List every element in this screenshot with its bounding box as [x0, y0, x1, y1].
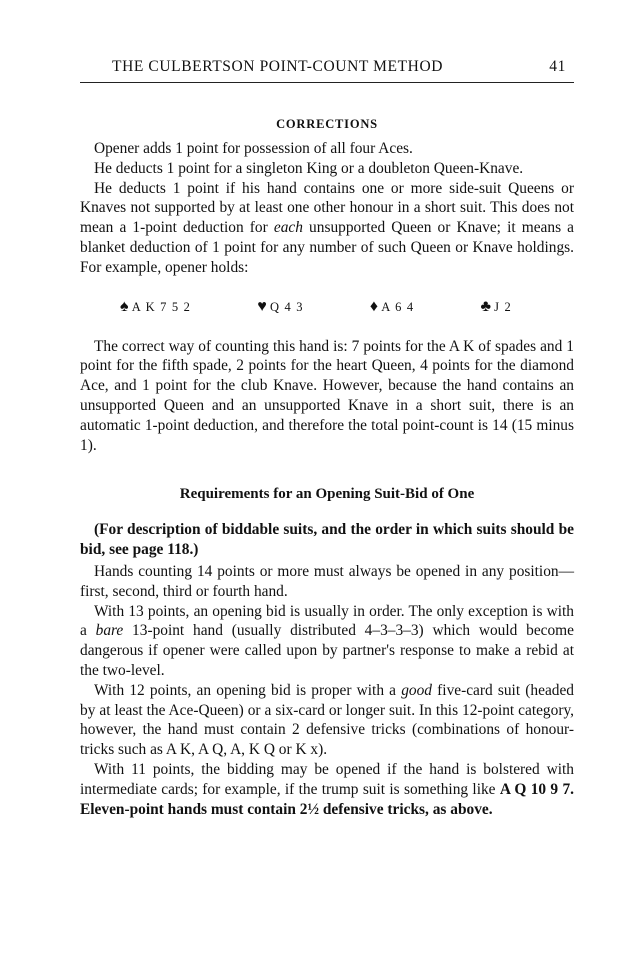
corrections-paragraph-1: Opener adds 1 point for possession of all four Aces.	[94, 140, 413, 157]
counting-paragraph: The correct way of counting this hand is: 7 points for the A K of spades and 1 point for the fifth spade, 2 points for the heart Queen, 4 points for the diamond Ace, and 1 point for the club Knave. However, because the hand contains an unsupported Queen and an unsupported Knave in a short suit, there is an automatic 1-point deduction, and therefore the total point-count is 14 (15 minus 1).	[80, 337, 574, 454]
emphasis-good: good	[401, 681, 432, 699]
corrections-heading: CORRECTIONS	[276, 117, 378, 131]
requirements-paragraph-1: Hands counting 14 points or more must always be opened in any position—first, second, third or fourth hand.	[80, 562, 574, 600]
bold-trump-example: A Q 10 9 7. Eleven-point hands must contain 2½ defensive tricks, as above.	[80, 780, 574, 818]
hearts-holding: ♥ Q 4 3	[257, 297, 304, 315]
page-number: 41	[549, 58, 566, 75]
spade-icon: ♠	[120, 297, 130, 315]
header-rule	[80, 82, 574, 83]
corrections-paragraph-3: He deducts 1 point if his hand contains one or more side-suit Queens or Knaves not supported by at least one other honour in a short suit. This does not mean a 1-point deduction for each unsupported Queen or Knave; it means a blanket deduction of 1 point for any number of such Queen or Knave holdings. For example, opener holds:	[80, 179, 575, 276]
book-page	[80, 58, 574, 819]
club-icon: ♣	[480, 297, 493, 315]
requirements-paragraph-4: With 11 points, the bidding may be opened if the hand is bolstered with intermediate cards; for example, if the trump suit is something like A Q 10 9 7. Eleven-point hands must contain 2½ defensive tricks, as above.	[80, 760, 574, 818]
running-title: THE CULBERTSON POINT-COUNT METHOD	[112, 58, 444, 75]
running-header	[80, 58, 574, 76]
example-hand	[80, 298, 574, 316]
diamond-icon: ♦	[369, 297, 380, 315]
emphasis-bare: bare	[95, 622, 124, 640]
requirements-paragraph-3: With 12 points, an opening bid is proper with a good five-card suit (headed by at least the Ace-Queen) or a six-card or longer suit. In this 12-point category, however, the hand must contain 2 defensive tricks (combinations of honour-tricks such as A K, A Q, A, K Q or K x).	[80, 681, 574, 759]
emphasis-each: each	[273, 219, 303, 237]
requirements-heading: Requirements for an Opening Suit-Bid of One	[179, 486, 475, 503]
requirements-paragraph-2: With 13 points, an opening bid is usually in order. The only exception is with a bare 13-point hand (usually distributed 4–3–3–3) which would become dangerous if opener were called upon by partner's response to make a rebid at the two-level.	[80, 602, 574, 679]
clubs-holding: ♣ J 2	[480, 297, 512, 315]
corrections-paragraph-2: He deducts 1 point for a singleton King or a doubleton Queen-Knave.	[94, 159, 524, 177]
spades-holding: ♠ A K 7 5 2	[120, 297, 192, 315]
heart-icon: ♥	[257, 297, 268, 315]
diamonds-holding: ♦ A 6 4	[369, 297, 415, 315]
requirements-note: (For description of biddable suits, and the order in which suits should be bid, see page 118.)	[80, 521, 574, 559]
